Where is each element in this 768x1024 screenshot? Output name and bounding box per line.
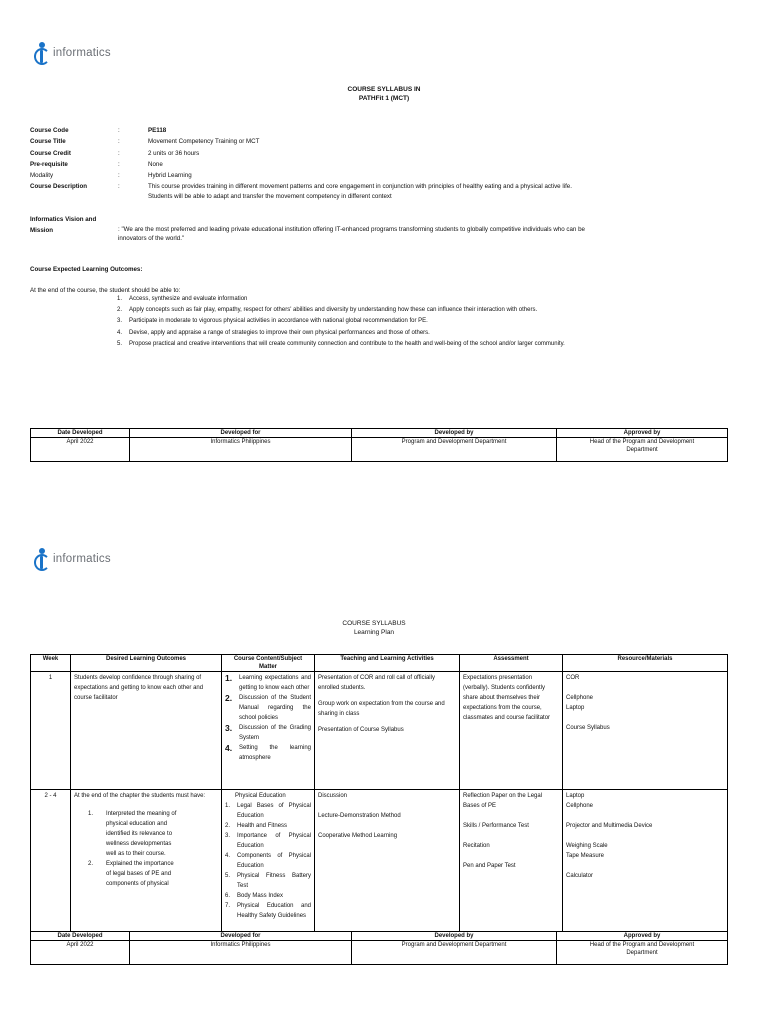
list-number: 2. bbox=[116, 307, 122, 314]
list-item bbox=[225, 831, 311, 851]
list-text: Devise, apply and appraise a range of strategies to improve their own physical performances and those of others. bbox=[129, 329, 430, 336]
list-number: 1. bbox=[116, 296, 122, 302]
list-number: 2. bbox=[88, 861, 94, 867]
info-colon: : bbox=[118, 172, 120, 180]
column-header: Assessment bbox=[460, 655, 563, 672]
info-row-title bbox=[30, 136, 708, 147]
resource-text: Calculator bbox=[566, 873, 594, 879]
resources-cell bbox=[563, 672, 728, 790]
column-header: Date Developed bbox=[31, 932, 130, 941]
title-line-2: Learning Plan bbox=[353, 629, 395, 636]
vision-label-line-1: Informatics Vision and bbox=[30, 216, 97, 223]
informatics-logo-icon bbox=[34, 548, 50, 570]
table-cell: April 2022 bbox=[31, 941, 130, 965]
list-number: 3. bbox=[225, 723, 233, 733]
title-line-2: PATHFit 1 (MCT) bbox=[358, 95, 410, 102]
info-colon: : bbox=[118, 183, 120, 191]
info-value: None bbox=[148, 160, 163, 168]
info-key: Course Title bbox=[30, 138, 66, 146]
list-number: 2. bbox=[225, 823, 231, 829]
activities-cell bbox=[315, 672, 460, 790]
table-row bbox=[31, 672, 728, 790]
info-key: Pre-requisite bbox=[30, 160, 68, 168]
info-colon: : bbox=[118, 138, 120, 146]
table-header-row bbox=[31, 932, 728, 941]
info-row-prereq bbox=[30, 159, 708, 170]
course-info bbox=[30, 125, 708, 202]
list-number: 1. bbox=[225, 673, 233, 683]
info-row-modality bbox=[30, 170, 708, 181]
resource-text: Projector and Multimedia Device bbox=[566, 823, 653, 829]
column-header: Date Developed bbox=[31, 429, 130, 438]
list-item bbox=[95, 316, 755, 327]
list-item bbox=[225, 901, 311, 921]
activities-cell bbox=[315, 790, 460, 932]
column-header: Week bbox=[31, 655, 71, 672]
list-number: 7. bbox=[225, 903, 231, 909]
list-item bbox=[225, 673, 311, 693]
vision-text bbox=[118, 226, 728, 243]
list-text: Explained the importance of legal bases of PE and components of physical bbox=[106, 861, 174, 887]
vision-text-line-1: : "We are the most preferred and leading private educational institution offering IT-enhanced programs transforming students to globally competitive individuals who can be bbox=[118, 226, 585, 233]
vision-text-line-2: innovators of the world." bbox=[118, 234, 185, 242]
outcomes-list bbox=[74, 809, 180, 889]
table-header-row bbox=[31, 429, 728, 438]
resource-text: Cellphone bbox=[566, 695, 594, 701]
list-item bbox=[95, 305, 755, 316]
list-text: Interpreted the meaning of physical education and identified its relevance to wellness developmentas well as to their course. bbox=[106, 811, 177, 857]
table-cell: April 2022 bbox=[31, 438, 130, 462]
logo-text: informatics bbox=[53, 553, 111, 565]
list-text: Body Mass Index bbox=[237, 893, 284, 899]
column-header: Teaching and Learning Activities bbox=[315, 655, 460, 672]
list-text: Health and Fitness bbox=[237, 823, 288, 829]
column-header: Developed by bbox=[352, 932, 557, 941]
list-item bbox=[225, 821, 311, 831]
activity-text: Cooperative Method Learning bbox=[318, 833, 398, 839]
list-number: 4. bbox=[116, 329, 122, 336]
resources-cell bbox=[563, 790, 728, 932]
info-value: PE118 bbox=[148, 127, 167, 134]
outcomes-list bbox=[95, 294, 755, 350]
list-number: 6. bbox=[225, 893, 231, 899]
list-number: 3. bbox=[225, 833, 231, 839]
info-colon: : bbox=[118, 160, 120, 168]
table-cell: Informatics Philippines bbox=[130, 941, 352, 965]
list-text: Apply concepts such as fair play, empathy, respect for others' abilities and diversity by understanding how these can influence their interaction with others. bbox=[129, 307, 538, 314]
table-cell: Informatics Philippines bbox=[130, 438, 352, 462]
activity-text: Presentation of Course Syllabus bbox=[318, 727, 404, 733]
list-number: 4. bbox=[225, 853, 231, 859]
column-header: Desired Learning Outcomes bbox=[71, 655, 222, 672]
table-row bbox=[31, 790, 728, 932]
info-value: Hybrid Learning bbox=[148, 172, 192, 180]
resource-text: Cellphone bbox=[566, 803, 594, 809]
outcomes-cell: Students develop confidence through sharing of expectations and getting to know each other and course facilitator bbox=[71, 672, 222, 790]
week-cell: 2 - 4 bbox=[31, 790, 71, 932]
vision-label-line-2: Mission bbox=[30, 226, 54, 234]
list-item bbox=[95, 339, 755, 350]
content-heading: Physical Education bbox=[235, 793, 286, 799]
list-text: Learning expectations and getting to know each other bbox=[239, 675, 311, 691]
list-text: Participate in moderate to vigorous physical activities in accordance with national global recommendation for PE. bbox=[129, 318, 428, 325]
activity-text: Discussion bbox=[318, 793, 348, 799]
informatics-logo bbox=[34, 42, 111, 64]
syllabus-title bbox=[0, 85, 768, 103]
approved-line-1: Head of the Program and Development bbox=[589, 942, 695, 948]
list-text: Importance of Physical Education bbox=[237, 833, 311, 849]
activity-text: Lecture-Demonstration Method bbox=[318, 813, 401, 819]
info-colon: : bbox=[118, 127, 120, 134]
list-text: Discussion of the Student Manual regarding the school policies bbox=[239, 695, 311, 721]
info-key: Course Description bbox=[30, 183, 88, 191]
resource-text: Weighing Scale bbox=[566, 843, 608, 849]
list-number: 5. bbox=[116, 340, 122, 347]
info-row-credit bbox=[30, 148, 708, 159]
info-value: This course provides training in different movement patterns and core engagement in conjunction with principles of healthy eating and a physical active life. bbox=[148, 183, 572, 191]
list-text: Access, synthesize and evaluate information bbox=[129, 296, 248, 302]
activity-text: Presentation of COR and roll call of officially enrolled students. bbox=[318, 675, 435, 691]
learning-plan-title bbox=[0, 619, 758, 637]
list-number: 1. bbox=[88, 811, 94, 817]
assessment-cell: Expectations presentation (verbally). Students confidently share about themselves their expectations from the course, classmates and course facilitator bbox=[460, 672, 563, 790]
assessment-text: Recitation bbox=[463, 843, 490, 849]
approval-table bbox=[30, 428, 728, 462]
list-text: Legal Bases of Physical Education bbox=[237, 803, 311, 819]
list-text: Discussion of the Grading System bbox=[239, 725, 311, 741]
column-header: Developed for bbox=[130, 932, 352, 941]
info-colon: : bbox=[118, 149, 120, 157]
list-text: Physical Fitness Battery Test bbox=[237, 873, 311, 889]
list-item bbox=[225, 743, 311, 763]
info-key: Course Credit bbox=[30, 149, 71, 157]
list-item bbox=[225, 891, 311, 901]
title-line-1: COURSE SYLLABUS bbox=[342, 620, 406, 627]
list-text: Components of Physical Education bbox=[237, 853, 311, 869]
table-cell: Program and Development Department bbox=[352, 941, 557, 965]
assessment-text: Pen and Paper Test bbox=[463, 863, 516, 869]
list-item bbox=[95, 294, 755, 305]
informatics-logo bbox=[34, 548, 111, 570]
content-list bbox=[225, 673, 311, 763]
list-item bbox=[95, 328, 755, 339]
info-row-description-2 bbox=[30, 191, 708, 202]
week-cell: 1 bbox=[31, 672, 71, 790]
list-number: 3. bbox=[116, 318, 122, 325]
list-item bbox=[225, 851, 311, 871]
assessment-cell bbox=[460, 790, 563, 932]
resource-text: COR bbox=[566, 675, 580, 681]
info-row-code bbox=[30, 125, 708, 136]
approved-line-1: Head of the Program and Development bbox=[589, 439, 695, 445]
resource-text: Tape Measure bbox=[566, 853, 605, 859]
resource-text: Course Syllabus bbox=[566, 725, 610, 731]
activity-text: Group work on expectation from the course and sharing in class bbox=[318, 701, 445, 717]
list-text: Propose practical and creative interventions that will create community connection and contribute to the health and well-being of the school and/or larger community. bbox=[129, 340, 565, 347]
list-number: 5. bbox=[225, 873, 231, 879]
column-header: Approved by bbox=[557, 429, 728, 438]
list-text: Physical Education and Healthy Safety Guidelines bbox=[237, 903, 311, 919]
assessment-text: Skills / Performance Test bbox=[463, 823, 529, 829]
column-header: Developed for bbox=[130, 429, 352, 438]
title-line-1: COURSE SYLLABUS IN bbox=[347, 86, 421, 93]
list-number: 1. bbox=[225, 803, 231, 809]
table-cell bbox=[557, 438, 728, 462]
list-item bbox=[225, 871, 311, 891]
list-item bbox=[88, 859, 180, 889]
list-item bbox=[225, 801, 311, 821]
column-header: Course Content/Subject Matter bbox=[222, 655, 315, 672]
assessment-text: Reflection Paper on the Legal Bases of PE bbox=[463, 793, 543, 809]
list-number: 4. bbox=[225, 743, 233, 753]
logo-text: informatics bbox=[53, 47, 111, 59]
column-header: Developed by bbox=[352, 429, 557, 438]
info-value: Movement Competency Training or MCT bbox=[148, 138, 260, 146]
content-list bbox=[225, 801, 311, 921]
outcomes-intro: At the end of the chapter the students must have: bbox=[74, 793, 206, 799]
list-item bbox=[88, 809, 180, 859]
info-key: Course Code bbox=[30, 127, 69, 134]
table-row bbox=[31, 438, 728, 462]
resource-text: Laptop bbox=[566, 793, 585, 799]
approved-line-2: Department bbox=[626, 447, 658, 454]
outcomes-heading: Course Expected Learning Outcomes: bbox=[30, 266, 143, 273]
content-cell bbox=[222, 790, 315, 932]
list-number: 2. bbox=[225, 693, 233, 703]
table-cell: Program and Development Department bbox=[352, 438, 557, 462]
info-value: 2 units or 36 hours bbox=[148, 149, 200, 157]
table-cell bbox=[557, 941, 728, 965]
column-header: Resource/Materials bbox=[563, 655, 728, 672]
outcomes-cell bbox=[71, 790, 222, 932]
column-header: Approved by bbox=[557, 932, 728, 941]
info-key: Modality bbox=[30, 172, 54, 180]
approved-line-2: Department bbox=[626, 950, 658, 957]
list-text: Setting the learning atmosphere bbox=[239, 745, 311, 761]
outcomes-intro: At the end of the course, the student should be able to: bbox=[30, 287, 181, 294]
resource-text: Laptop bbox=[566, 705, 585, 711]
approval-table bbox=[30, 931, 728, 965]
info-value: Students will be able to adapt and transfer the movement competency in different context bbox=[148, 192, 392, 200]
informatics-logo-icon bbox=[34, 42, 50, 64]
vision-label bbox=[30, 216, 118, 235]
content-cell bbox=[222, 672, 315, 790]
table-row bbox=[31, 941, 728, 965]
table-header-row bbox=[31, 655, 728, 672]
list-item bbox=[225, 723, 311, 743]
list-item bbox=[225, 693, 311, 723]
learning-plan-table bbox=[30, 654, 728, 932]
